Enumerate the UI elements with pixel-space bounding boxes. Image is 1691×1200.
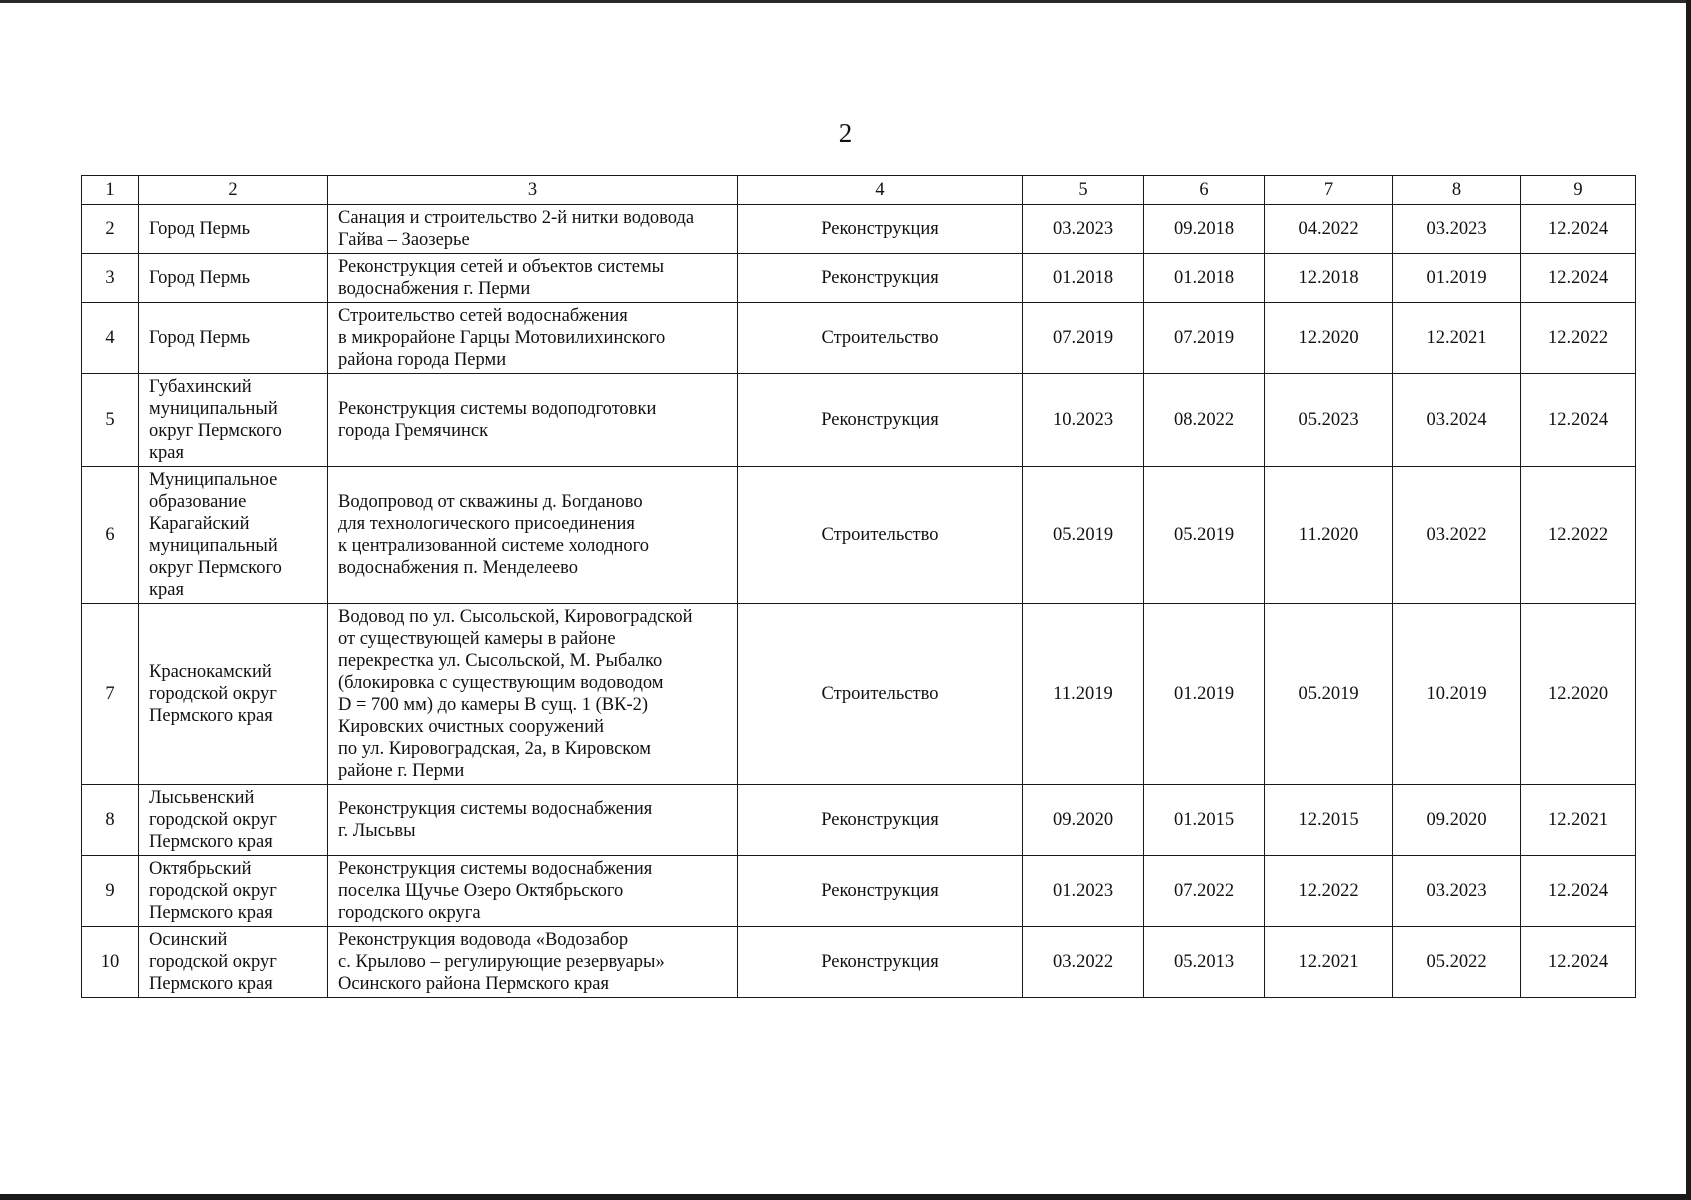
row-number-cell: 4	[82, 303, 139, 374]
object-line: Водопровод от скважины д. Богданово	[338, 492, 643, 512]
object-cell	[328, 467, 738, 604]
table-row	[82, 604, 1636, 785]
table-body	[82, 176, 1636, 998]
date-cell: 12.2024	[1521, 927, 1636, 998]
municipality-line: округ Пермского	[149, 558, 282, 578]
work-type-cell: Реконструкция	[738, 205, 1023, 254]
municipality-line: муниципальный	[149, 536, 278, 556]
municipality-line: округ Пермского	[149, 421, 282, 441]
row-number-cell: 5	[82, 374, 139, 467]
object-line: Кировских очистных сооружений	[338, 717, 604, 737]
municipality-line: Город Пермь	[149, 268, 251, 288]
date-cell: 03.2023	[1393, 205, 1521, 254]
municipality-line: края	[149, 580, 184, 600]
column-header: 6	[1144, 176, 1265, 205]
column-header: 2	[139, 176, 328, 205]
column-header: 7	[1265, 176, 1393, 205]
table-row	[82, 374, 1636, 467]
object-cell	[328, 604, 738, 785]
table-row	[82, 785, 1636, 856]
municipality-line: городской округ	[149, 881, 277, 901]
page-number: 2	[838, 118, 853, 148]
object-line: (блокировка с существующим водоводом	[338, 673, 664, 693]
row-number-cell: 6	[82, 467, 139, 604]
date-cell: 12.2015	[1265, 785, 1393, 856]
object-line: района города Перми	[338, 350, 507, 370]
date-cell: 03.2022	[1393, 467, 1521, 604]
municipality-line: городской округ	[149, 810, 277, 830]
object-line: г. Лысьвы	[338, 821, 416, 841]
header-row	[82, 176, 1636, 205]
date-cell: 12.2021	[1393, 303, 1521, 374]
object-line: водоснабжения г. Перми	[338, 279, 531, 299]
municipality-line: Город Пермь	[149, 328, 251, 348]
work-type-cell: Реконструкция	[738, 785, 1023, 856]
date-cell: 04.2022	[1265, 205, 1393, 254]
date-cell: 03.2023	[1023, 205, 1144, 254]
object-cell	[328, 856, 738, 927]
date-cell: 12.2018	[1265, 254, 1393, 303]
scan-edge-bottom	[0, 1194, 1691, 1200]
table-row	[82, 927, 1636, 998]
projects-table	[81, 175, 1636, 998]
municipality-cell	[139, 785, 328, 856]
work-type-cell: Строительство	[738, 467, 1023, 604]
work-type-cell: Реконструкция	[738, 374, 1023, 467]
object-cell	[328, 254, 738, 303]
municipality-line: Пермского края	[149, 974, 273, 994]
date-cell: 12.2022	[1521, 303, 1636, 374]
date-cell: 09.2020	[1023, 785, 1144, 856]
date-cell: 03.2023	[1393, 856, 1521, 927]
date-cell: 05.2013	[1144, 927, 1265, 998]
date-cell: 05.2022	[1393, 927, 1521, 998]
municipality-line: Пермского края	[149, 903, 273, 923]
municipality-line: образование	[149, 492, 247, 512]
municipality-cell	[139, 374, 328, 467]
object-line: к централизованной системе холодного	[338, 536, 650, 556]
date-cell: 05.2023	[1265, 374, 1393, 467]
municipality-line: Муниципальное	[149, 470, 278, 490]
scan-edge-top	[0, 0, 1691, 3]
object-line: для технологического присоединения	[338, 514, 635, 534]
row-number-cell: 9	[82, 856, 139, 927]
column-header: 8	[1393, 176, 1521, 205]
work-type-cell: Строительство	[738, 604, 1023, 785]
municipality-cell	[139, 467, 328, 604]
date-cell: 10.2023	[1023, 374, 1144, 467]
table-container	[81, 175, 1635, 998]
date-cell: 01.2015	[1144, 785, 1265, 856]
object-line: городского округа	[338, 903, 481, 923]
date-cell: 01.2018	[1144, 254, 1265, 303]
date-cell: 09.2020	[1393, 785, 1521, 856]
date-cell: 03.2024	[1393, 374, 1521, 467]
object-line: по ул. Кировоградская, 2а, в Кировском	[338, 739, 651, 759]
column-header: 1	[82, 176, 139, 205]
object-line: перекрестка ул. Сысольской, М. Рыбалко	[338, 651, 663, 671]
date-cell: 03.2022	[1023, 927, 1144, 998]
work-type-cell: Реконструкция	[738, 254, 1023, 303]
date-cell: 12.2022	[1265, 856, 1393, 927]
work-type-cell: Реконструкция	[738, 927, 1023, 998]
object-cell	[328, 303, 738, 374]
municipality-line: Октябрьский	[149, 859, 252, 879]
municipality-line: Губахинский	[149, 377, 252, 397]
table-row	[82, 467, 1636, 604]
table-row	[82, 856, 1636, 927]
municipality-line: городской округ	[149, 684, 277, 704]
row-number-cell: 8	[82, 785, 139, 856]
municipality-line: Лысьвенский	[149, 788, 255, 808]
municipality-line: Краснокамский	[149, 662, 272, 682]
date-cell: 05.2019	[1023, 467, 1144, 604]
object-line: Реконструкция системы водоподготовки	[338, 399, 657, 419]
table-row	[82, 205, 1636, 254]
row-number-cell: 7	[82, 604, 139, 785]
column-header: 3	[328, 176, 738, 205]
date-cell: 12.2024	[1521, 254, 1636, 303]
object-line: водоснабжения п. Менделеево	[338, 558, 579, 578]
date-cell: 12.2022	[1521, 467, 1636, 604]
municipality-cell	[139, 856, 328, 927]
municipality-line: Город Пермь	[149, 219, 251, 239]
object-cell	[328, 785, 738, 856]
municipality-cell	[139, 303, 328, 374]
date-cell: 12.2020	[1521, 604, 1636, 785]
date-cell: 01.2019	[1144, 604, 1265, 785]
municipality-line: Пермского края	[149, 832, 273, 852]
row-number-cell: 3	[82, 254, 139, 303]
column-header: 5	[1023, 176, 1144, 205]
date-cell: 01.2018	[1023, 254, 1144, 303]
object-line: поселка Щучье Озеро Октябрьского	[338, 881, 624, 901]
municipality-line: края	[149, 443, 184, 463]
municipality-cell	[139, 927, 328, 998]
date-cell: 11.2019	[1023, 604, 1144, 785]
date-cell: 12.2024	[1521, 374, 1636, 467]
object-cell	[328, 374, 738, 467]
object-cell	[328, 205, 738, 254]
table-row	[82, 254, 1636, 303]
municipality-line: Карагайский	[149, 514, 250, 534]
date-cell: 10.2019	[1393, 604, 1521, 785]
date-cell: 05.2019	[1144, 467, 1265, 604]
work-type-cell: Реконструкция	[738, 856, 1023, 927]
scan-edge-right	[1686, 0, 1691, 1200]
municipality-cell	[139, 205, 328, 254]
object-line: Реконструкция сетей и объектов системы	[338, 257, 665, 277]
object-line: от существующей камеры в районе	[338, 629, 616, 649]
date-cell: 07.2022	[1144, 856, 1265, 927]
date-cell: 12.2021	[1521, 785, 1636, 856]
object-line: Реконструкция водовода «Водозабор	[338, 930, 629, 950]
object-line: Осинского района Пермского края	[338, 974, 609, 994]
date-cell: 08.2022	[1144, 374, 1265, 467]
object-line: Санация и строительство 2-й нитки водовода	[338, 208, 695, 228]
object-line: Реконструкция системы водоснабжения	[338, 799, 653, 819]
work-type-cell: Строительство	[738, 303, 1023, 374]
municipality-line: Осинский	[149, 930, 228, 950]
object-line: Гайва – Заозерье	[338, 230, 470, 250]
object-line: Реконструкция системы водоснабжения	[338, 859, 653, 879]
object-line: с. Крылово – регулирующие резервуары»	[338, 952, 665, 972]
object-line: D = 700 мм) до камеры В сущ. 1 (ВК-2)	[338, 695, 649, 715]
date-cell: 12.2020	[1265, 303, 1393, 374]
municipality-line: городской округ	[149, 952, 277, 972]
row-number-cell: 2	[82, 205, 139, 254]
object-line: районе г. Перми	[338, 761, 465, 781]
date-cell: 01.2019	[1393, 254, 1521, 303]
object-line: Строительство сетей водоснабжения	[338, 306, 628, 326]
row-number-cell: 10	[82, 927, 139, 998]
date-cell: 07.2019	[1144, 303, 1265, 374]
object-cell	[328, 927, 738, 998]
date-cell: 09.2018	[1144, 205, 1265, 254]
municipality-line: муниципальный	[149, 399, 278, 419]
municipality-cell	[139, 254, 328, 303]
municipality-cell	[139, 604, 328, 785]
date-cell: 12.2024	[1521, 205, 1636, 254]
date-cell: 12.2024	[1521, 856, 1636, 927]
municipality-line: Пермского края	[149, 706, 273, 726]
column-header: 4	[738, 176, 1023, 205]
date-cell: 01.2023	[1023, 856, 1144, 927]
object-line: Водовод по ул. Сысольской, Кировоградской	[338, 607, 693, 627]
object-line: города Гремячинск	[338, 421, 489, 441]
column-header: 9	[1521, 176, 1636, 205]
date-cell: 11.2020	[1265, 467, 1393, 604]
date-cell: 07.2019	[1023, 303, 1144, 374]
object-line: в микрорайоне Гарцы Мотовилихинского	[338, 328, 666, 348]
date-cell: 12.2021	[1265, 927, 1393, 998]
date-cell: 05.2019	[1265, 604, 1393, 785]
table-row	[82, 303, 1636, 374]
